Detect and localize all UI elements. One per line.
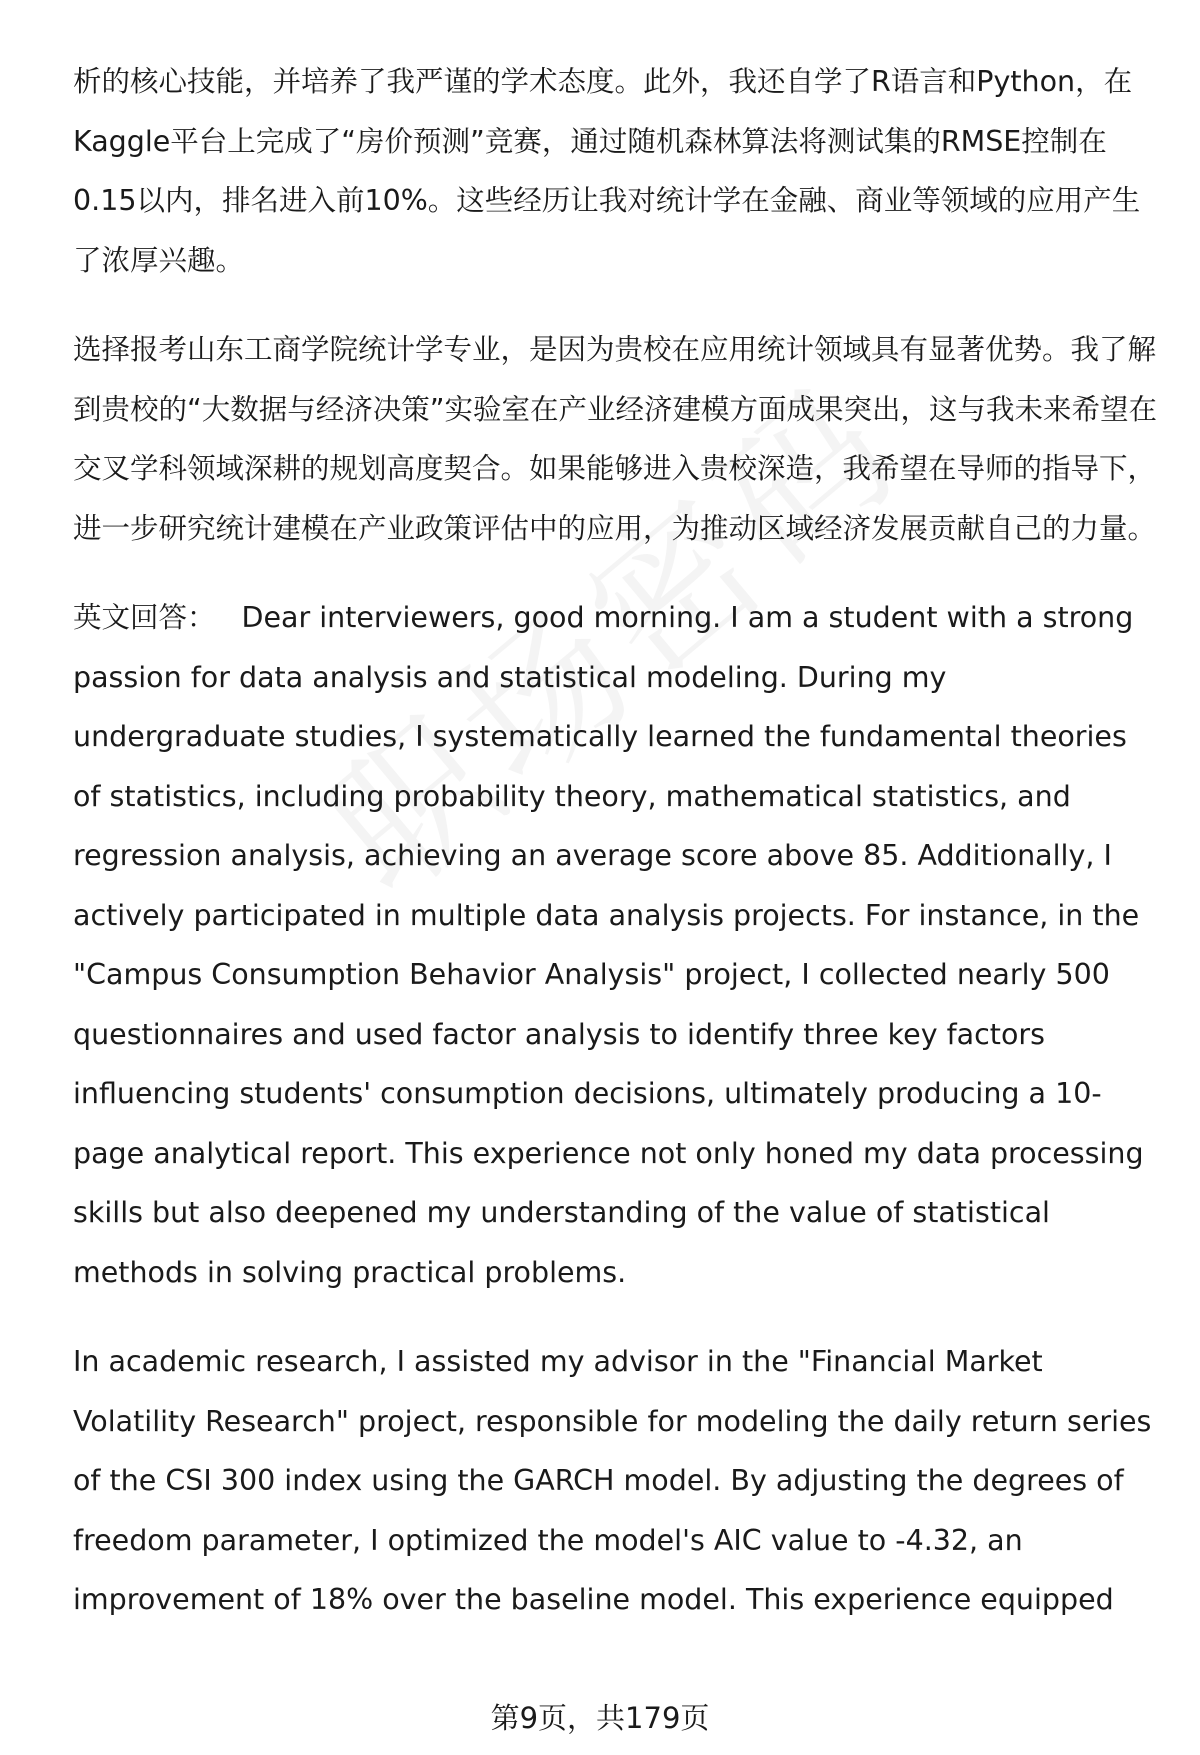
paragraph-english-2: In academic research, I assisted my advisor in the "Financial Market Volatility Research" project, responsible for modeling the daily return series of the CSI 300 index using the GARCH model. By adjusting the degrees of freedom parameter, I optimized the model's AIC value to -4.32, an improvement of 18% over the baseline model. This experience equipped: [73, 1345, 1152, 1616]
english-answer-label: 英文回答：: [73, 601, 216, 634]
paragraph-zh-1: 析的核心技能，并培养了我严谨的学术态度。此外，我还自学了R语言和Python，在Kaggle平台上完成了“房价预测”竞赛，通过随机森林算法将测试集的RMSE控制在0.15以内，排名进入前10%。这些经历让我对统计学在金融、商业等领域的应用产生了浓厚兴趣。: [73, 65, 1141, 277]
paragraph-english-answer: [73, 588, 1163, 1302]
document-body: [73, 52, 1163, 1630]
page-number-footer: 第9页，共179页: [490, 1701, 710, 1735]
paragraph-zh-2: 选择报考山东工商学院统计学专业，是因为贵校在应用统计领域具有显著优势。我了解到贵校的“大数据与经济决策”实验室在产业经济建模方面成果突出，这与我未来希望在交叉学科领域深耕的规划高度契合。如果能够进入贵校深造，我希望在导师的指导下，进一步研究统计建模在产业政策评估中的应用，为推动区域经济发展贡献自己的力量。: [73, 333, 1158, 545]
english-answer-text: Dear interviewers, good morning. I am a student with a strong passion for data analysis and statistical modeling. During my undergraduate studies, I systematically learned the fundamental theories of statistics, including probability theory, mathematical statistics, and regression analysis, achieving an average score above 85. Additionally, I actively participated in multiple data analysis projects. For instance, in the "Campus Consumption Behavior Analysis" project, I collected nearly 500 questionnaires and used factor analysis to identify three key factors influencing students' consumption decisions, ultimately producing a 10-page analytical report. This experience not only honed my data processing skills but also deepened my understanding of the value of statistical methods in solving practical problems.: [73, 601, 1144, 1289]
